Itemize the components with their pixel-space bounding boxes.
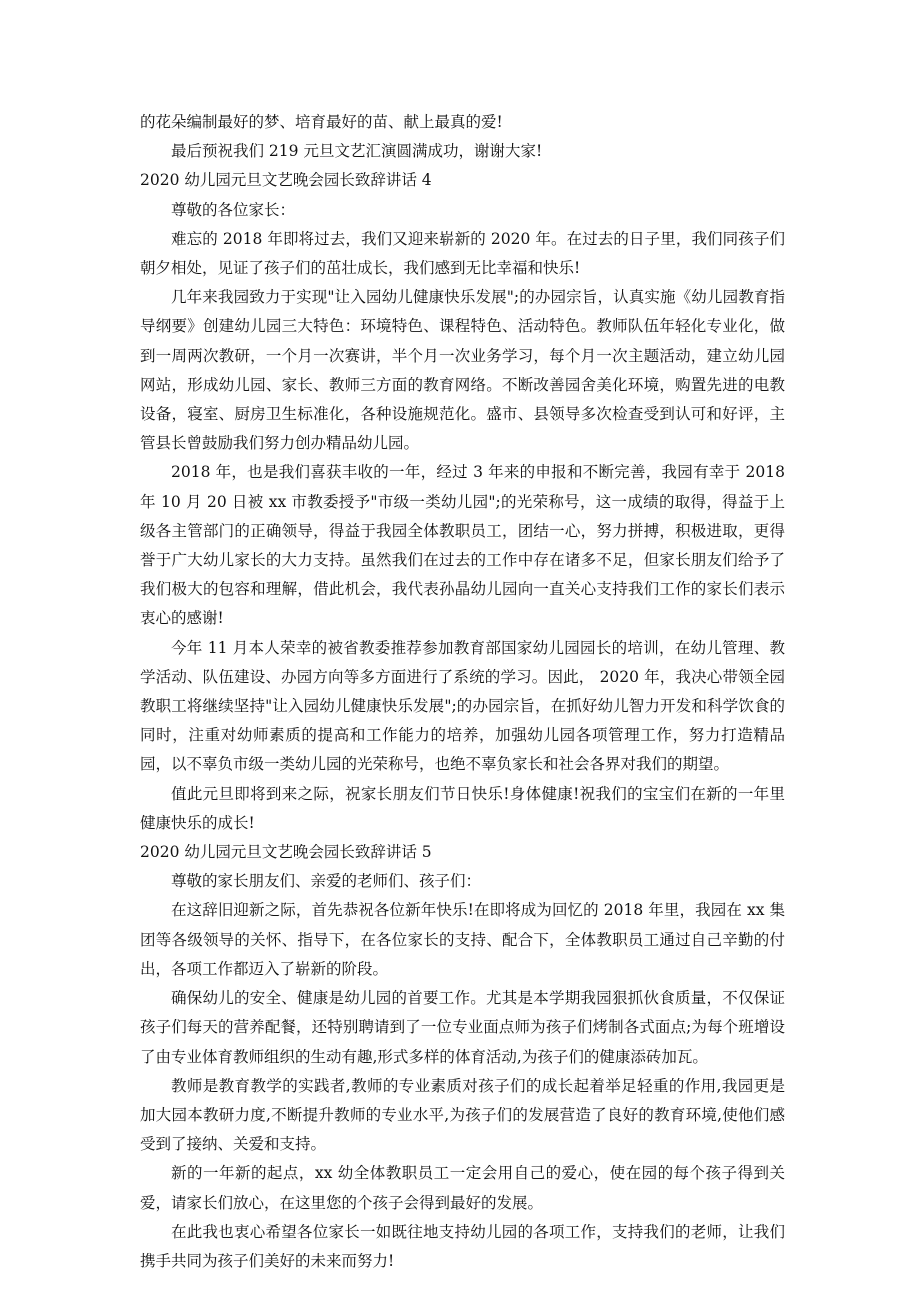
salutation-5: 尊敬的家长朋友们、亲爱的老师们、孩子们： — [171, 872, 482, 891]
paragraph-body: 确保幼儿的安全、健康是幼儿园的首要工作。尤其是本学期我园狠抓伙食质量，不仅保证孩子们每天的营养配餐，还特别聘请到了一位专业面点师为孩子们烤制各式面点;为每个班增设了由专业体育教师组织的生动有趣,形式多样的体育活动,为孩子们的健康添砖加瓦。 — [140, 989, 785, 1066]
paragraph-body: 教师是教育教学的实践者,教师的专业素质对孩子们的成长起着举足轻重的作用,我园更是加大园本教研力度,不断提升教师的专业水平,为孩子们的发展营造了良好的教育环境,使他们感受到了接纳、关爱和支持。 — [140, 1076, 785, 1154]
section-heading-4: 2020 幼儿园元旦文艺晚会园长致辞讲话 4 — [140, 171, 432, 190]
paragraph-body: 在这辞旧迎新之际，首先恭祝各位新年快乐!在即将成为回忆的 2018 年里，我园在 xx 集团等各级领导的关怀、指导下，在各位家长的支持、配合下，全体教职员工通过自己辛勤的付出，各项工作都迈入了崭新的阶段。 — [140, 901, 785, 978]
paragraph-body: 在此我也衷心希望各位家长一如既往地支持幼儿园的各项工作，支持我们的老师，让我们携手共同为孩子们美好的未来而努力! — [140, 1222, 785, 1270]
paragraph-body: 今年 11 月本人荣幸的被省教委推荐参加教育部国家幼儿园园长的培训，在幼儿管理、教学活动、队伍建设、办园方向等多方面进行了系统的学习。因此， 2020 年，我决心带领全园教职工将继续坚持"让入园幼儿健康快乐发展";的办园宗旨，在抓好幼儿智力开发和科学饮食的同时，注重对幼师素质的提高和工作能力的培养，加强幼儿园各项管理工作，努力打造精品园，以不辜负市级一类幼儿园的光荣称号，也绝不辜负家长和社会各界对我们的期望。 — [140, 638, 785, 774]
paragraph-body: 新的一年新的起点，xx 幼全体教职员工一定会用自己的爱心，使在园的每个孩子得到关爱，请家长们放心，在这里您的个孩子会得到最好的发展。 — [140, 1164, 785, 1212]
paragraph-body: 2018 年，也是我们喜获丰收的一年，经过 3 年来的申报和不断完善，我园有幸于 2018 年 10 月 20 日被 xx 市教委授予"市级一类幼儿园";的光荣称号，这一成绩的取得，得益于上级各主管部门的正确领导，得益于我园全体教职员工，团结一心，努力拼搏，积极进取，更得誉于广大幼儿家长的大力支持。虽然我们在过去的工作中存在诸多不足，但家长朋友们给予了我们极大的包容和理解，借此机会，我代表孙晶幼儿园向一直关心支持我们工作的家长们表示衷心的感谢! — [140, 463, 785, 628]
paragraph-body: 难忘的 2018 年即将过去，我们又迎来崭新的 2020 年。在过去的日子里，我们同孩子们朝夕相处，见证了孩子们的茁壮成长，我们感到无比幸福和快乐! — [140, 229, 785, 278]
document-page — [140, 108, 785, 1276]
paragraph-body: 值此元旦即将到来之际，祝家长朋友们节日快乐!身体健康!祝我们的宝宝们在新的一年里健康快乐的成长! — [140, 784, 785, 832]
section-heading-5: 2020 幼儿园元旦文艺晚会园长致辞讲话 5 — [140, 843, 432, 862]
paragraph-body: 几年来我园致力于实现"让入园幼儿健康快乐发展";的办园宗旨，认真实施《幼儿园教育指导纲要》创建幼儿园三大特色：环境特色、课程特色、活动特色。教师队伍年轻化专业化，做到一周两次教研，一个月一次赛讲，半个月一次业务学习，每个月一次主题活动，建立幼儿园网站，形成幼儿园、家长、教师三方面的教育网络。不断改善园舍美化环境，购置先进的电教设备，寝室、厨房卫生标准化，各种设施规范化。盛市、县领导多次检查受到认可和好评，主管县长曾鼓励我们努力创办精品幼儿园。 — [140, 288, 785, 453]
paragraph-continuation: 的花朵编制最好的梦、培育最好的苗、献上最真的爱! — [140, 113, 503, 131]
paragraph-closing-wish: 最后预祝我们 219 元旦文艺汇演圆满成功，谢谢大家! — [171, 142, 543, 161]
salutation-4: 尊敬的各位家长： — [171, 200, 296, 219]
